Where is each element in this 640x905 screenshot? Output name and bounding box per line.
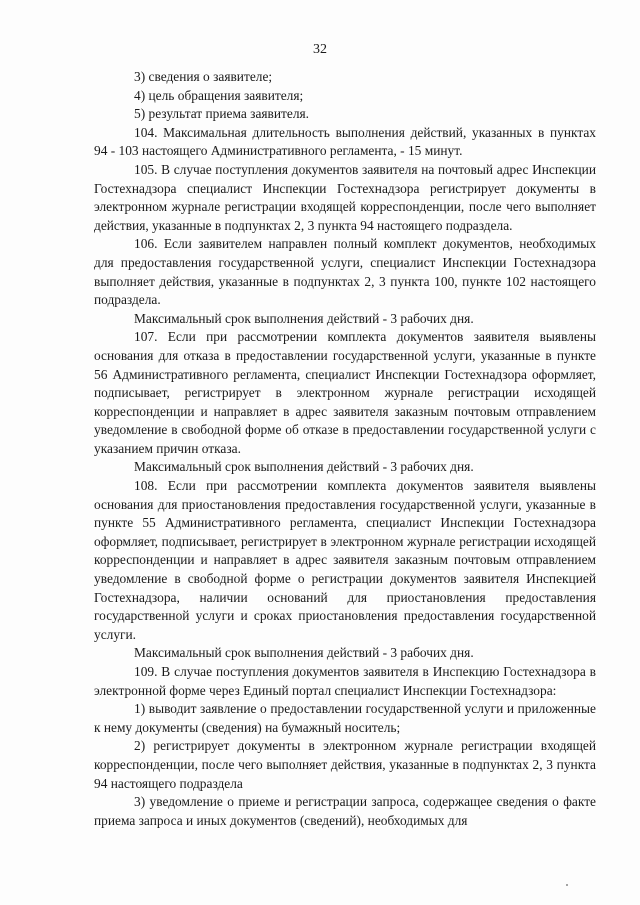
paragraph: Максимальный срок выполнения действий - 3 рабочих дня.: [134, 459, 474, 475]
paragraph: 108. Если при рассмотрении комплекта документов заявителя выявлены основания для приостановления предоставления государственной услуги, указанные в пункте 55 Административного регламента, специалист Инспекции Гостехнадзора оформляет, подписывает, регистрирует в электронном журнале регистрации исходящей корреспонденции и направляет в адрес заявителя заказным почтовым отправлением уведомление в свободной форме о регистрации документов заявителя Инспекцией Гостехнадзора, наличии оснований для приостановления предоставления государственной услуги и сроках приостановления предоставления государственной услуги.: [94, 478, 596, 642]
paragraph: 3) сведения о заявителе;: [134, 69, 273, 84]
page-number: 32: [313, 42, 327, 57]
paragraph: 109. В случае поступления документов заявителя в Инспекцию Гостехнадзора в электронной форме через Единый портал специалист Инспекции Гостехнадзора:: [94, 664, 596, 698]
paragraph: 3) уведомление о приеме и регистрации запроса, содержащее сведения о факте приема запроса и иных документов (сведений), необходимых для: [94, 794, 596, 828]
paragraph: Максимальный срок выполнения действий - 3 рабочих дня.: [134, 645, 474, 661]
scan-artifact: [566, 884, 568, 886]
document-body: [94, 68, 596, 830]
paragraph: 107. Если при рассмотрении комплекта документов заявителя выявлены основания для отказа в предоставлении государственной услуги, указанные в пункте 56 Административного регламента, специалист Инспекции Гостехнадзора оформляет, подписывает, регистрирует в электронном журнале регистрации исходящей корреспонденции и направляет в адрес заявителя заказным почтовым отправлением уведомление в свободной форме об отказе в предоставлении государственной услуги с указанием причин отказа.: [94, 329, 596, 456]
paragraph: 1) выводит заявление о предоставлении государственной услуги и приложенные к нему документы (сведения) на бумажный носитель;: [94, 701, 596, 735]
paragraph: 2) регистрирует документы в электронном журнале регистрации входящей корреспонденции, после чего выполняет действия, указанные в подпунктах 2, 3 пункта 94 настоящего подраздела: [94, 738, 596, 791]
paragraph: Максимальный срок выполнения действий - 3 рабочих дня.: [134, 310, 474, 326]
paragraph: 4) цель обращения заявителя;: [134, 87, 304, 103]
paragraph: 105. В случае поступления документов заявителя на почтовый адрес Инспекции Гостехнадзора специалист Инспекции Гостехнадзора регистрирует документы в электронном журнале регистрации входящей корреспонденции, после чего выполняет действия, указанные в подпунктах 2, 3 пункта 94 настоящего подраздела.: [94, 161, 596, 233]
paragraph: 104. Максимальная длительность выполнения действий, указанных в пунктах 94 - 103 настоящего Административного регламента, - 15 минут.: [94, 124, 596, 159]
paragraph: 5) результат приема заявителя.: [134, 106, 310, 122]
paragraph: 106. Если заявителем направлен полный комплект документов, необходимых для предоставления государственной услуги, специалист Инспекции Гостехнадзора выполняет действия, указанные в подпунктах 2, 3 пункта 100, пункте 102 настоящего подраздела.: [94, 236, 596, 308]
